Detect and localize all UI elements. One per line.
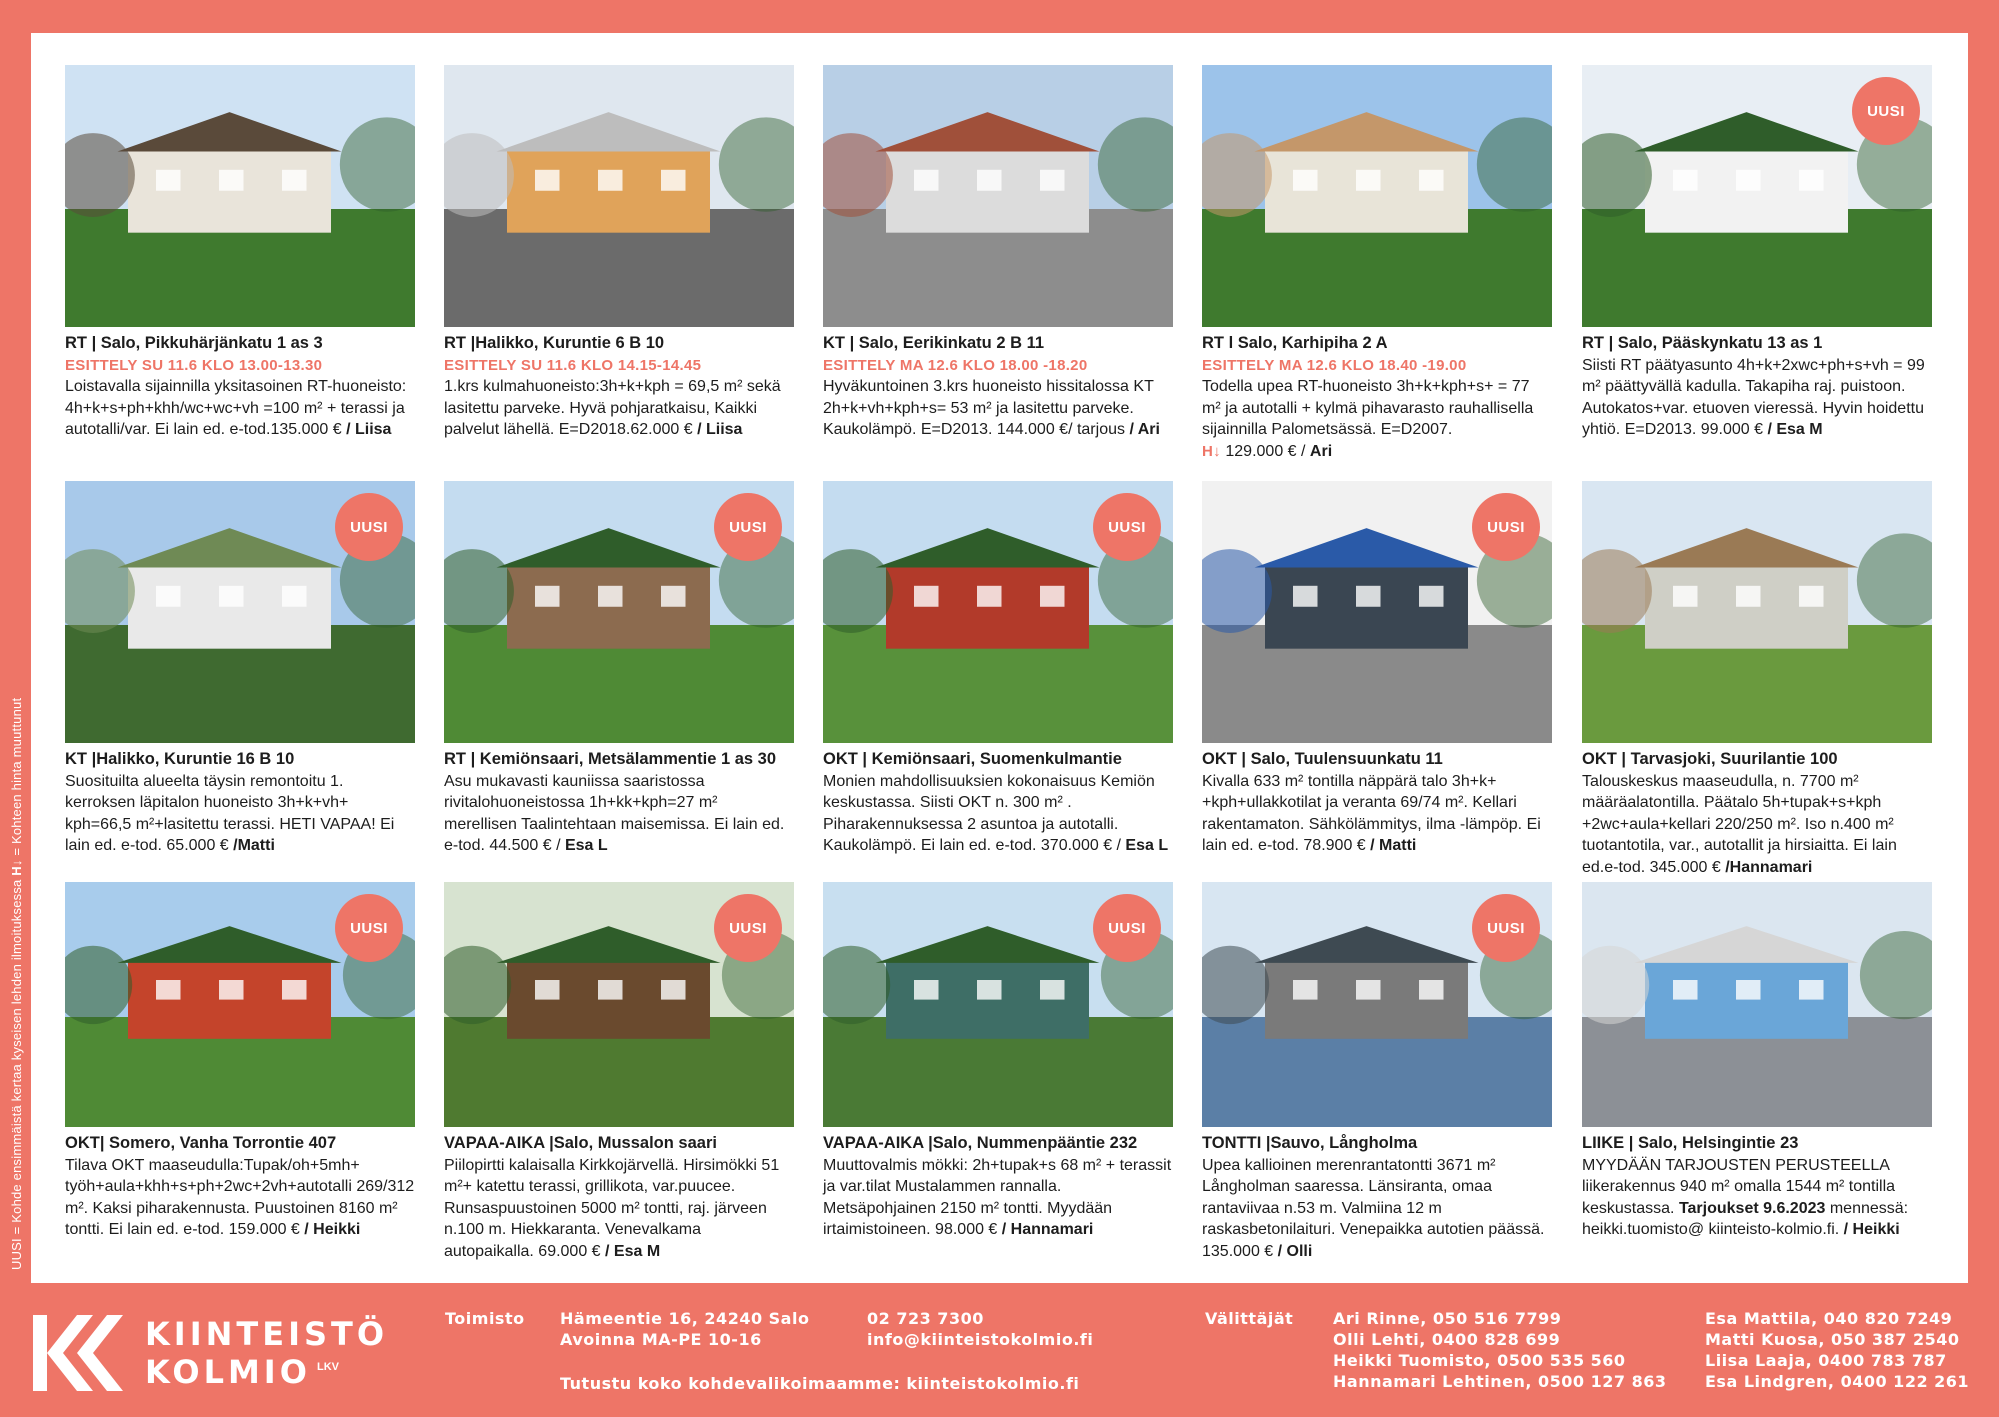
listing-card[interactable] [444, 882, 794, 1262]
company-logo[interactable] [33, 1313, 393, 1393]
new-badge: UUSI [335, 493, 403, 561]
new-badge: UUSI [1472, 894, 1540, 962]
showing-time: ESITTELY MA 12.6 KLO 18.00 -18.20 [823, 356, 1088, 374]
listing-info [1202, 327, 1552, 462]
listing-text [1582, 1155, 1932, 1241]
listing-card[interactable] [444, 65, 794, 441]
showing-time: ESITTELY SU 11.6 KLO 13.00-13.30 [65, 356, 323, 374]
legend-price-flag: H↓ [9, 859, 24, 876]
listing-text [65, 376, 415, 441]
property-photo[interactable] [1582, 882, 1932, 1127]
listing-info [444, 743, 794, 857]
listing-text [1202, 1155, 1552, 1263]
listing-description: Todella upea RT-huoneisto 3h+k+kph+s+ = 77 m² ja autotalli + kylmä pihavarasto rauhallisella sijainnilla Palometsässä. E=D2007. [1202, 378, 1534, 438]
listing-agent: /Hannamari [1725, 858, 1813, 876]
listing-heading: KT | Salo, Eerikinkatu 2 B 11 [823, 334, 1045, 352]
property-photo-image [1202, 65, 1552, 327]
showing-time: ESITTELY SU 11.6 KLO 14.15-14.45 [444, 356, 702, 374]
property-photo[interactable] [823, 481, 1173, 743]
listing-description: Loistavalla sijainnilla yksitasoinen RT-huoneisto: 4h+k+s+ph+khh/wc+wc+vh =100 m² + terassi ja autotalli/var. Ei lain ed. e-tod. [65, 378, 407, 438]
listing-card[interactable] [65, 65, 415, 441]
listing-card[interactable] [823, 65, 1173, 441]
listing-text [823, 771, 1173, 857]
legend-note [0, 697, 34, 1270]
listing-agent: / Ari [1129, 421, 1160, 438]
agents-label: Välittäjät [1205, 1309, 1294, 1328]
agent-contact: Hannamari Lehtinen, 0500 127 863 [1333, 1372, 1667, 1391]
listing-description: Piilopirtti kalaisalla Kirkkojärvellä. Hirsimökki 51 m²+ katettu terassi, grillikota, var.puucee. Runsaspuustoinen 5000 m² tontti, raj. järveen n.100 m. Hiekkaranta. Venevalkama autopaikalla. 69.000 € [444, 1156, 780, 1260]
listing-card[interactable] [823, 882, 1173, 1241]
property-photo-image [1582, 882, 1932, 1127]
listing-card[interactable] [1202, 882, 1552, 1262]
office-label: Toimisto [445, 1309, 525, 1328]
listing-agent: Esa L [1125, 837, 1169, 854]
property-photo[interactable] [444, 481, 794, 743]
footer [0, 1283, 1999, 1417]
listing-heading: RT |Halikko, Kuruntie 6 B 10 [444, 334, 665, 352]
listing-info [1582, 327, 1932, 441]
listing-price: 129.000 € / [1220, 442, 1310, 460]
listing-card[interactable] [1202, 481, 1552, 857]
listing-description: Muuttovalmis mökki: 2h+tupak+s 68 m² + terassit ja var.tilat Mustalammen rannalla. Metsäpohjainen 2150 m² tontti. Myydään irtaimistoineen. 98.000 € [823, 1156, 1172, 1238]
listing-heading: VAPAA-AIKA |Salo, Mussalon saari [444, 1134, 717, 1152]
office-hours: Avoinna MA-PE 10-16 [560, 1330, 762, 1349]
new-badge: UUSI [714, 493, 782, 561]
listing-heading: OKT| Somero, Vanha Torrontie 407 [65, 1134, 337, 1152]
brand-name [145, 1315, 388, 1391]
listing-text [823, 376, 1173, 441]
listing-card[interactable] [1582, 481, 1932, 878]
new-badge: UUSI [335, 894, 403, 962]
listing-text [65, 1155, 415, 1241]
listing-heading: RT | Kemiönsaari, Metsälammentie 1 as 30 [444, 750, 777, 768]
agent-contact: Heikki Tuomisto, 0500 535 560 [1333, 1351, 1626, 1370]
office-email[interactable]: info@kiinteistokolmio.fi [867, 1330, 1094, 1349]
agent-contact: Matti Kuosa, 050 387 2540 [1705, 1330, 1960, 1349]
brand-line-1: KIINTEISTÖ [145, 1315, 389, 1353]
showing-time: ESITTELY MA 12.6 KLO 18.40 -19.00 [1202, 356, 1467, 374]
property-photo[interactable] [823, 882, 1173, 1127]
new-badge: UUSI [1093, 493, 1161, 561]
new-badge: UUSI [1472, 493, 1540, 561]
listing-description: Upea kallioinen merenrantatontti 3671 m² Långholman saaressa. Länsiranta, omaa rantaviivaa n.53 m. Valmiina 12 m raskasbetonilaituri. Venepaikka autotien päässä. 135.000 € [1202, 1156, 1545, 1260]
listing-info [444, 1127, 794, 1262]
listing-agent: Ari [1309, 442, 1333, 460]
listing-info [1582, 1127, 1932, 1241]
listing-info [65, 743, 415, 857]
listing-card[interactable] [65, 882, 415, 1241]
listing-agent: / Heikki [1843, 1221, 1900, 1238]
listing-agent: / Heikki [304, 1221, 361, 1238]
listing-text [1202, 376, 1552, 462]
property-photo-image [1582, 481, 1932, 743]
listing-agent: / Hannamari [1001, 1221, 1094, 1238]
listing-card[interactable] [444, 481, 794, 857]
listing-agent: / Olli [1277, 1242, 1313, 1260]
listing-text [1582, 771, 1932, 879]
listing-heading: LIIKE | Salo, Helsingintie 23 [1582, 1134, 1799, 1152]
agent-contact: Esa Mattila, 040 820 7249 [1705, 1309, 1953, 1328]
property-photo[interactable] [1202, 65, 1552, 327]
listing-description: Suosituilta alueelta täysin remontoitu 1. kerroksen läpitalon huoneisto 3h+k+vh+ kph=66,5 m²+lasitettu terassi. HETI VAPAA! Ei lain ed. e-tod. 65.000 € [65, 772, 395, 854]
offer-deadline: Tarjoukset 9.6.2023 [1678, 1199, 1826, 1217]
agent-contact: Ari Rinne, 050 516 7799 [1333, 1309, 1562, 1328]
listing-card[interactable] [823, 481, 1173, 857]
property-photo[interactable] [65, 65, 415, 327]
property-photo[interactable] [1202, 882, 1552, 1127]
listing-text [444, 1155, 794, 1263]
listing-card[interactable] [65, 481, 415, 857]
listing-heading: OKT | Salo, Tuulensuunkatu 11 [1202, 750, 1443, 768]
listing-card[interactable] [1582, 882, 1932, 1241]
listing-heading: RT | Salo, Pääskynkatu 13 as 1 [1582, 334, 1823, 352]
property-photo[interactable] [65, 882, 415, 1127]
listing-heading: KT |Halikko, Kuruntie 16 B 10 [65, 750, 295, 768]
agent-contact: Esa Lindgren, 0400 122 261 [1705, 1372, 1970, 1391]
listing-text [1582, 355, 1932, 441]
listing-agent: /Matti [233, 837, 275, 854]
listing-info [1202, 743, 1552, 857]
listing-card[interactable] [1582, 65, 1932, 441]
listing-description-cont: mennessä: heikki.tuomisto@ kiinteisto-kolmio.fi. [1582, 1199, 1909, 1238]
listing-agent: / Liisa [697, 421, 743, 438]
listing-text [823, 1155, 1173, 1241]
listing-description: Monien mahdollisuuksien kokonaisuus Kemiön keskustassa. Siisti OKT n. 300 m² . Piharakennuksessa 2 asuntoa ja autotalli. Kaukolämpö. Ei lain ed. e-tod. 370.000 € / [823, 772, 1155, 854]
price-changed-flag: H↓ [1202, 442, 1221, 460]
website-link[interactable]: Tutustu koko kohdevalikoimaamme: kiinteistokolmio.fi [560, 1374, 1080, 1393]
listing-agent: / Liisa [346, 421, 392, 438]
listing-text [65, 771, 415, 857]
office-address: Hämeentie 16, 24240 Salo [560, 1309, 810, 1328]
listing-text [1202, 771, 1552, 857]
brand-line-2: KOLMIO [145, 1353, 311, 1391]
new-badge: UUSI [714, 894, 782, 962]
property-photo[interactable] [1582, 65, 1932, 327]
property-photo[interactable] [1582, 481, 1932, 743]
listing-text [444, 376, 794, 441]
listing-agent: / Esa M [1767, 421, 1823, 438]
listing-description: Kivalla 633 m² tontilla näppärä talo 3h+k+ +kph+ullakkotilat ja veranta 69/74 m². Kellari rakentamaton. Sähkölämmitys, ilma -lämpöp. Ei lain ed. e-tod. 78.900 € [1202, 772, 1541, 854]
property-photo[interactable] [444, 65, 794, 327]
listing-heading: TONTTI |Sauvo, Långholma [1202, 1134, 1418, 1152]
listing-info [823, 1127, 1173, 1241]
listing-info [1582, 743, 1932, 878]
listing-agent: / Esa M [605, 1242, 661, 1260]
listing-info [1202, 1127, 1552, 1262]
listing-price: 135.000 € [270, 421, 347, 438]
listing-heading: RT l Salo, Karhipiha 2 A [1202, 334, 1388, 352]
listing-agent: / Matti [1370, 837, 1417, 854]
listing-info [823, 743, 1173, 857]
listing-price: 62.000 € [630, 421, 698, 438]
listing-text [444, 749, 794, 857]
property-photo[interactable] [444, 882, 794, 1127]
property-photo-image [444, 65, 794, 327]
listing-description: Siisti RT päätyasunto 4h+k+2xwc+ph+s+vh = 99 m² päättyvällä kadulla. Takapiha raj. puistoon. Autokatos+var. etuoven vieressä. Hyvin hoidettu yhtiö. E=D2013. 99.000 € [1582, 356, 1925, 438]
new-badge: UUSI [1093, 894, 1161, 962]
listing-info [65, 1127, 415, 1241]
property-photo-image [823, 65, 1173, 327]
listing-heading: OKT | Tarvasjoki, Suurilantie 100 [1582, 750, 1838, 768]
legend-price-text: = Kohteen hinta muuttunut [9, 697, 24, 860]
listing-info [65, 327, 415, 441]
listing-description: Tilava OKT maaseudulla:Tupak/oh+5mh+ työh+aula+khh+s+ph+2wc+2vh+autotalli 269/312 m². Kaksi piharakennusta. Puustoinen 8160 m² tontti. Ei lain ed. e-tod. 159.000 € [65, 1156, 415, 1238]
listing-agent: Esa L [564, 837, 608, 854]
listing-info [444, 327, 794, 441]
logo-mark-icon [33, 1315, 129, 1391]
agent-contact: Liisa Laaja, 0400 783 787 [1705, 1351, 1947, 1370]
property-photo[interactable] [1202, 481, 1552, 743]
property-photo-image [65, 65, 415, 327]
listing-description: Asu mukavasti kauniissa saaristossa rivitalohuoneistossa 1h+kk+kph=27 m² merellisen Taalintehtaan maisemissa. Ei lain ed. e-tod. 44.500 € / [444, 772, 785, 854]
listing-card[interactable] [1202, 65, 1552, 462]
agent-contact: Olli Lehti, 0400 828 699 [1333, 1330, 1561, 1349]
legend-new-text: UUSI = Kohde ensimmäistä kertaa kyseisen lehden ilmoituksessa [9, 875, 24, 1270]
listing-description: Hyväkuntoinen 3.krs huoneisto hissitalossa KT 2h+k+vh+kph+s= 53 m² ja lasitettu parveke. Kaukolämpö. E=D2013. 144.000 €/ tarjous [823, 378, 1154, 438]
listing-heading: OKT | Kemiönsaari, Suomenkulmantie [823, 750, 1122, 768]
brand-lkv: LKV [317, 1361, 339, 1373]
new-badge: UUSI [1852, 77, 1920, 145]
listing-info [823, 327, 1173, 441]
listing-heading: RT | Salo, Pikkuhärjänkatu 1 as 3 [65, 334, 323, 352]
property-photo[interactable] [65, 481, 415, 743]
listing-description: Talouskeskus maaseudulla, n. 7700 m² määräalatontilla. Päätalo 5h+tupak+s+kph +2wc+aula+kellari 220/250 m². Iso n.400 m² tuotantotila, var., autotallit ja hirsiaitta. Ei lain ed.e-tod. 345.000 € [1582, 772, 1897, 876]
office-phone[interactable]: 02 723 7300 [867, 1309, 984, 1328]
property-photo[interactable] [823, 65, 1173, 327]
listing-heading: VAPAA-AIKA |Salo, Nummenpääntie 232 [823, 1134, 1138, 1152]
listing-description: 1.krs kulmahuoneisto:3h+k+kph = 69,5 m² sekä lasitettu parveke. Hyvä pohjaratkaisu, Kaikki palvelut lähellä. E=D2018. [444, 378, 781, 438]
listing-description: MYYDÄÄN TARJOUSTEN PERUSTEELLA liikerakennus 940 m² omalla 1544 m² tontilla keskustassa. [1582, 1156, 1896, 1217]
